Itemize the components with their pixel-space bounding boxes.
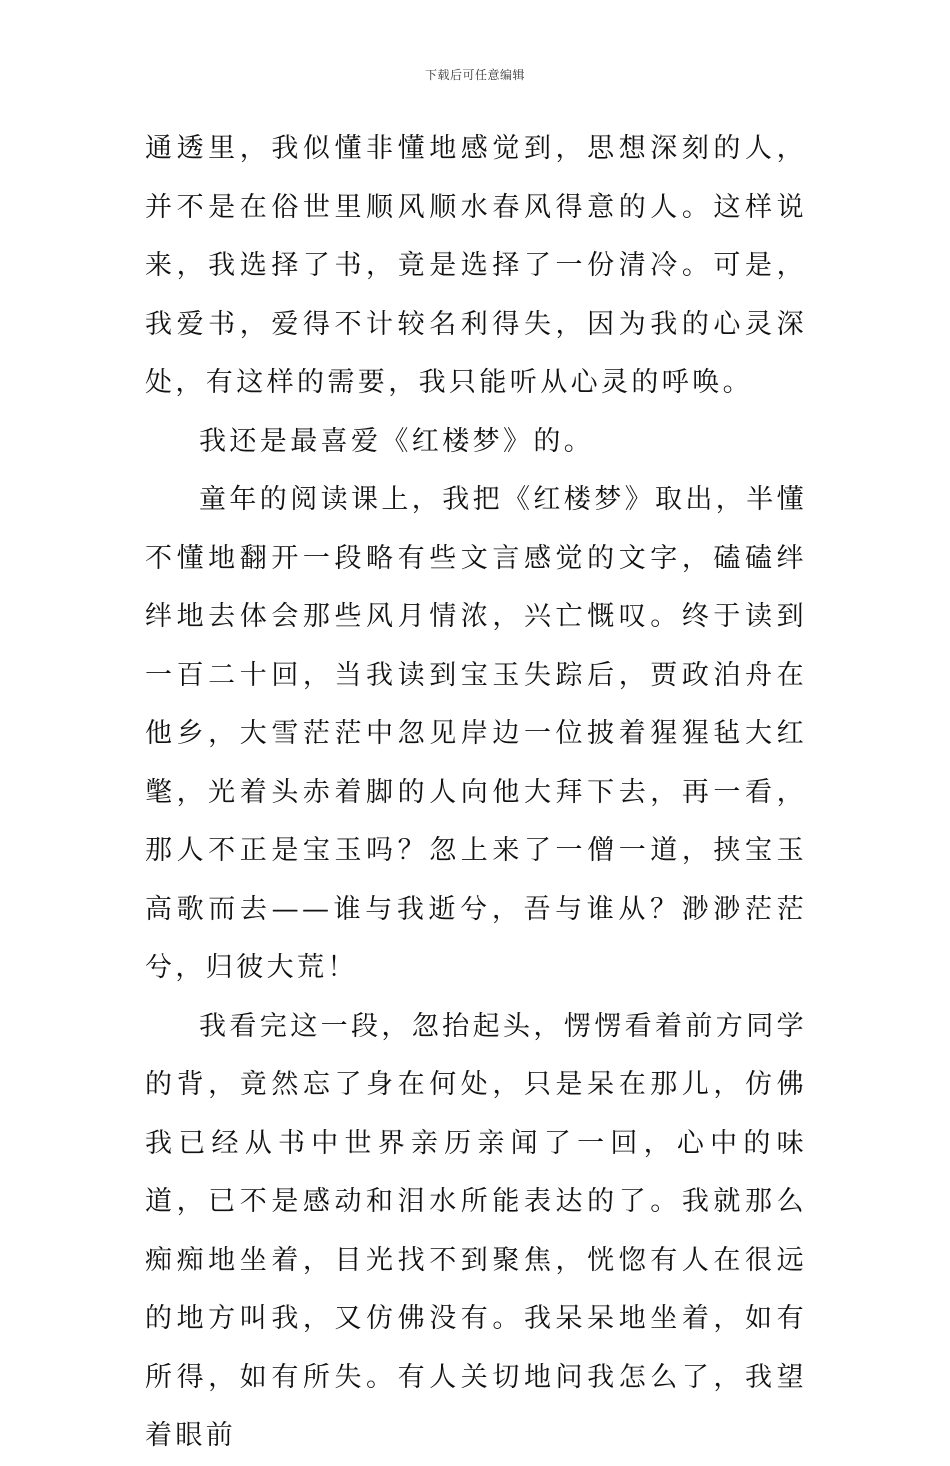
page-header: 下载后可任意编辑 bbox=[424, 68, 525, 82]
paragraph-childhood-reading: 童年的阅读课上，我把《红楼梦》取出，半懂不懂地翻开一段略有些文言感觉的文字，磕磕绊绊地去体会那些风月情浓，兴亡慨叹。终于读到一百二十回，当我读到宝玉失踪后，贾政泊舟在他乡，大雪茫茫中忽见岸边一位披着猩猩毡大红氅，光着头赤着脚的人向他大拜下去，再一看，那人不正是宝玉吗？忽上来了一僧一道，挟宝玉高歌而去——谁与我逝兮，吾与谁从？渺渺茫茫兮，归彼大荒！ bbox=[145, 484, 807, 983]
paragraph-continuation: 通透里，我似懂非懂地感觉到，思想深刻的人，并不是在俗世里顺风顺水春风得意的人。这样说来，我选择了书，竟是选择了一份清冷。可是，我爱书，爱得不计较名利得失，因为我的心灵深处，有这样的需要，我只能听从心灵的呼唤。 bbox=[145, 133, 807, 398]
paragraph-favorite-book: 我还是最喜爱《红楼梦》的。 bbox=[199, 425, 595, 457]
document-body bbox=[145, 120, 807, 1466]
paragraph-reflection: 我看完这一段，忽抬起头，愣愣看着前方同学的背，竟然忘了身在何处，只是呆在那儿，仿佛我已经从书中世界亲历亲闻了一回，心中的味道，已不是感动和泪水所能表达的了。我就那么痴痴地坐着，目光找不到聚焦，恍惚有人在很远的地方叫我，又仿佛没有。我呆呆地坐着，如有所得，如有所失。有人关切地问我怎么了，我望着眼前 bbox=[145, 1010, 807, 1451]
